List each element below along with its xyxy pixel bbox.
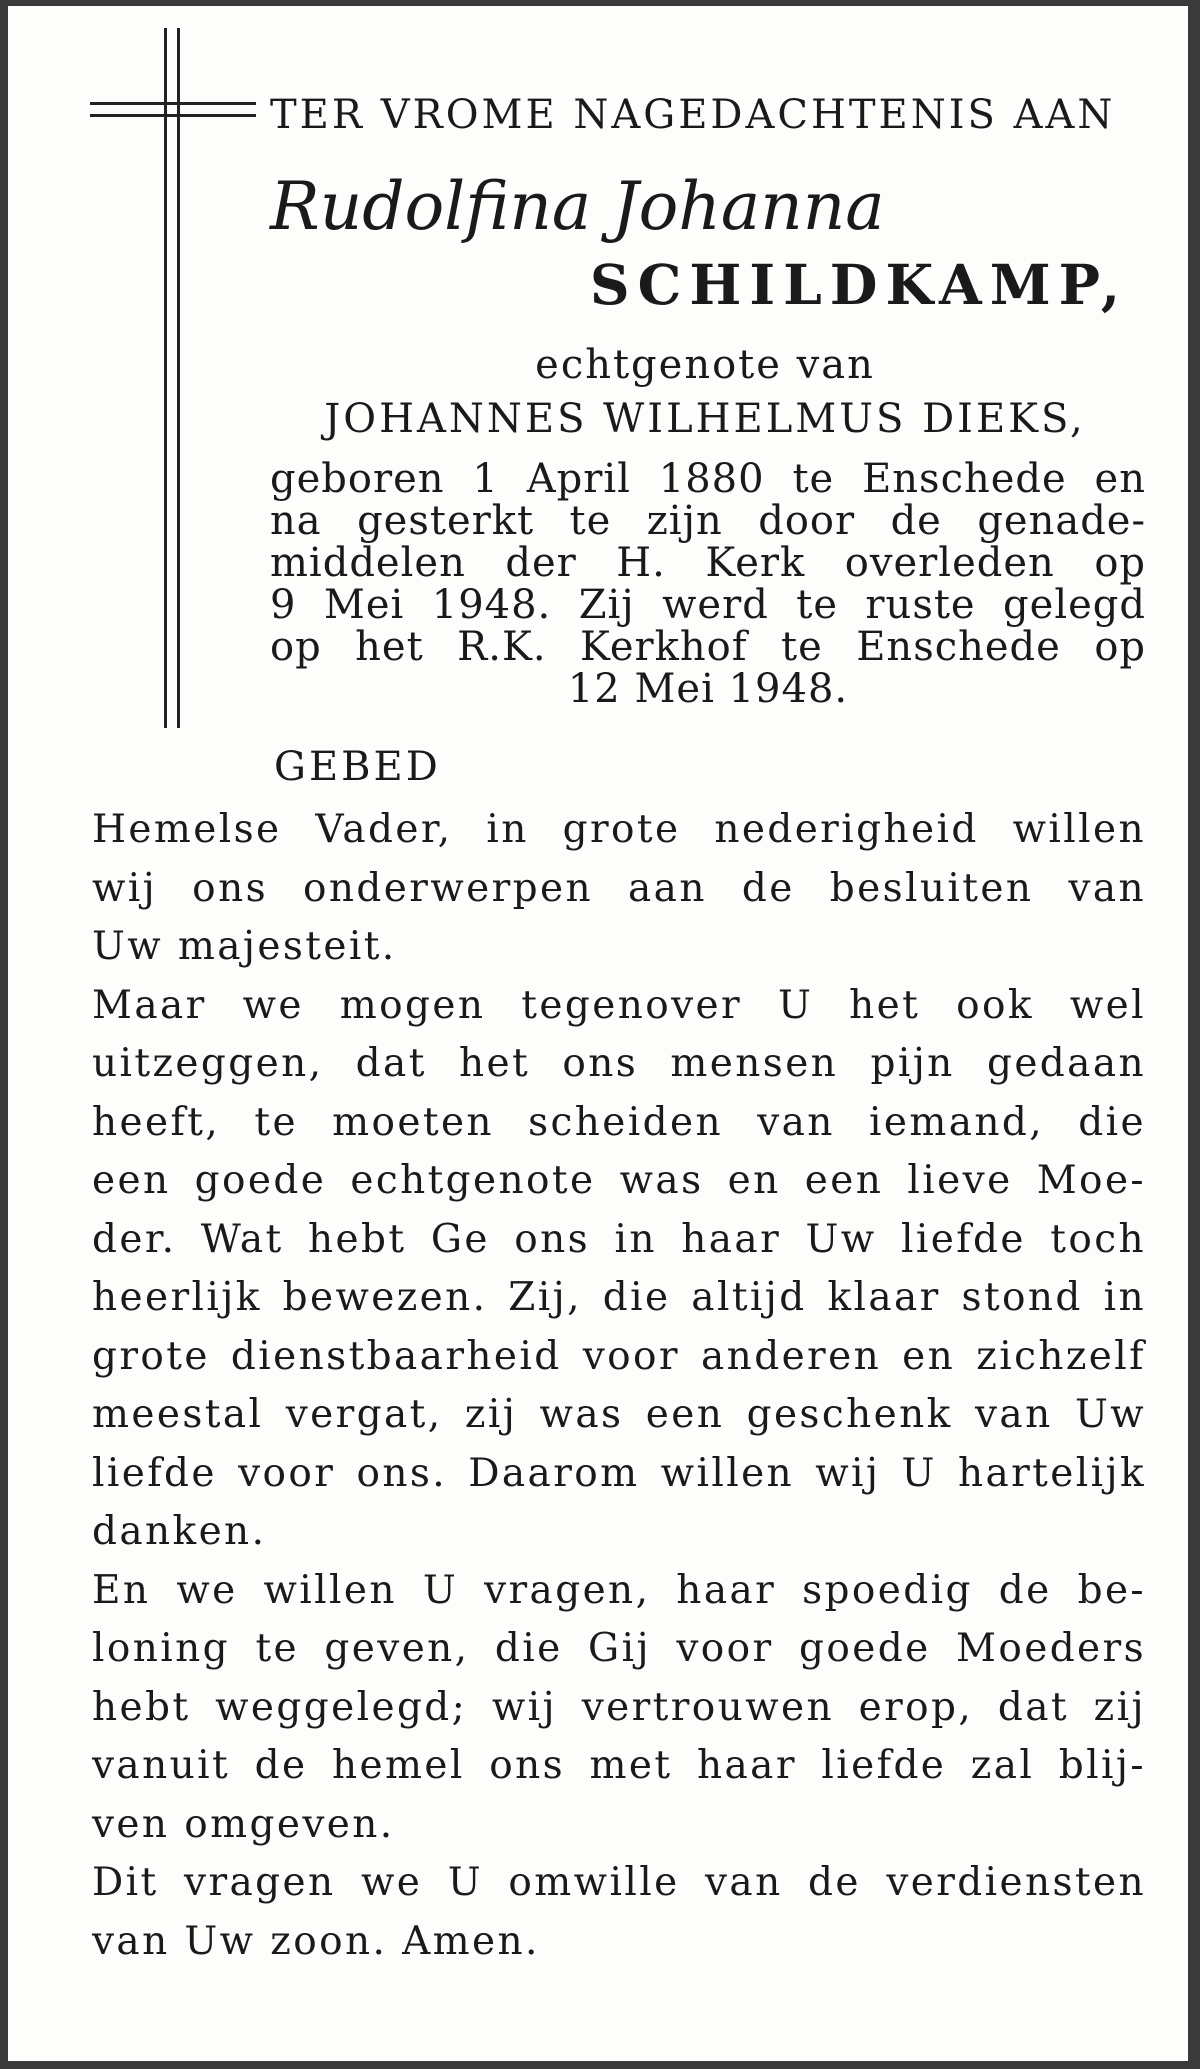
prayer-line: vanuit de hemel ons met haar liefde zal blij- [92,1743,1146,1788]
deceased-given-names: Rudolfina Johanna [270,168,885,245]
prayer-line: heerlijk bewezen. Zij, die altijd klaar stond in [92,1275,1146,1320]
spouse-name: JOHANNES WILHELMUS DIEKS, [324,396,1086,442]
prayer-title: GEBED [274,744,441,790]
prayer-line: Hemelse Vader, in grote nederigheid willen [92,807,1146,852]
prayer-line: liefde voor ons. Daarom willen wij U hartelijk [92,1450,1146,1496]
prayer-line: ven omgeven. [92,1801,395,1847]
prayer-line: Uw majesteit. [92,924,397,969]
prayer-line: loning te geven, die Gij voor goede Moeders [92,1626,1146,1671]
cross-icon-line [177,28,180,728]
prayer-line: uitzeggen, dat het ons mensen pijn gedaan [92,1041,1146,1086]
memorial-heading: TER VROME NAGEDACHTENIS AAN [270,92,1116,138]
prayer-line: En we willen U vragen, haar spoedig de be- [92,1567,1146,1613]
prayer-line: meestal vergat, zij was een geschenk van Uw [92,1392,1146,1437]
prayer-line: hebt weggelegd; wij vertrouwen erop, dat zij [92,1684,1146,1730]
prayer-line: grote dienstbaarheid voor anderen en zichzelf [92,1333,1146,1379]
bio-line: middelen der H. Kerk overleden op [270,540,1146,586]
bio-line: op het R.K. Kerkhof te Enschede op [270,624,1146,670]
deceased-surname: SCHILDKAMP, [589,252,1128,317]
cross-icon [164,28,167,728]
prayer-line: heeft, te moeten scheiden van iemand, die [92,1099,1146,1145]
prayer-text [92,801,1146,1971]
bio-line: na gesterkt te zijn door de genade- [270,498,1146,544]
prayer-line: wij ons onderwerpen aan de besluiten van [92,865,1146,911]
bio-line: geboren 1 April 1880 te Enschede en [270,456,1146,502]
cross-icon-bar [90,102,256,105]
prayer-line: een goede echtgenote was en een lieve Moe- [92,1158,1146,1203]
prayer-line: Maar we mogen tegenover U het ook wel [92,982,1146,1028]
biography [270,458,1146,710]
prayer-line: der. Wat hebt Ge ons in haar Uw liefde toch [92,1216,1146,1262]
prayer-line: danken. [92,1509,267,1554]
bio-line: 12 Mei 1948. [567,666,849,712]
spouse-prefix: echtgenote van [535,342,875,388]
cross-icon-bar [90,114,256,117]
prayer-line: Dit vragen we U omwille van de verdiensten [92,1860,1146,1905]
bio-line: 9 Mei 1948. Zij werd te ruste gelegd [270,582,1146,628]
prayer-line: van Uw zoon. Amen. [92,1918,540,1964]
